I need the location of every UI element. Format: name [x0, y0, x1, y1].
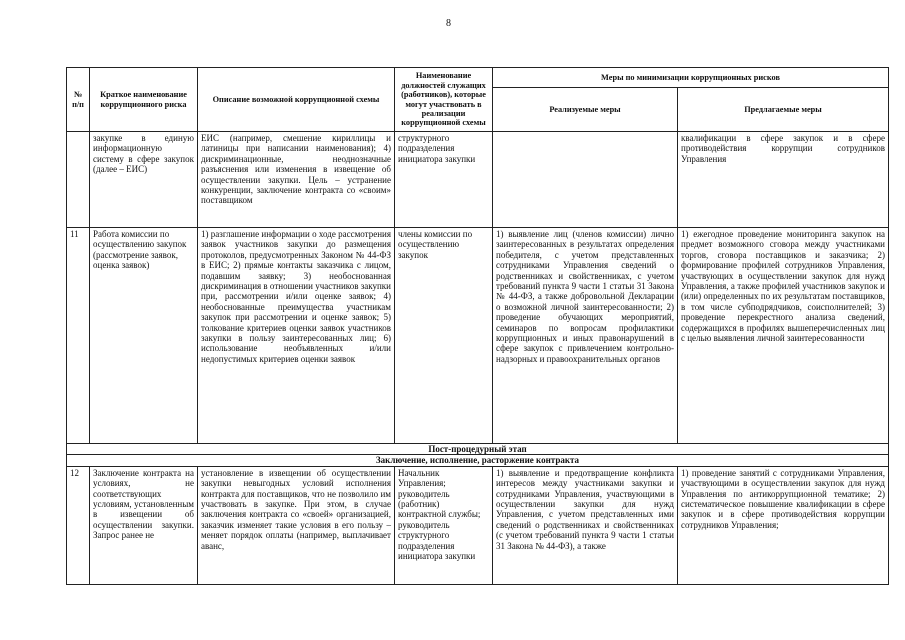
- cell-num: [67, 132, 90, 228]
- header-short-name: Краткое наименование коррупционного риска: [90, 68, 198, 132]
- cell-scheme: ЕИС (например, смешение кириллицы и латиницы при написании наименования); 4) дискриминационные, неоднозначные разъяснения или изменения в извещение об осуществлении закупки. Цель – устранение конкуренции, заключение контракта со «своим» поставщиком: [198, 132, 395, 228]
- cell-num: 12: [67, 466, 90, 584]
- cell-scheme: установление в извещении об осуществлении закупки невыгодных условий исполнения контракта для поставщиков, что не позволило им участвовать в закупке. При этом, в случае заключения контракта со «своей» организацией, заказчик изменяет такие условия в его пользу – меняет порядок оплаты (например, выплачивает аванс,: [198, 466, 395, 584]
- corruption-risk-table: [66, 67, 889, 585]
- stage-subtitle: Заключение, исполнение, расторжение контракта: [67, 455, 889, 466]
- header-num: № п/п: [67, 68, 90, 132]
- cell-implemented: 1) выявление лиц (членов комиссии) лично заинтересованных в результатах определения победителя, с учетом представленных сотрудниками Управления сведений о родственниках и свойственниках, с учетом требований пункта 9 части 1 статьи 31 Закона № 44-ФЗ, а также добровольной Декларации о возможной личной заинтересованности; 2) проведение обучающих мероприятий, семинаров по вопросам профилактики коррупционных и иных правонарушений в сфере закупок с привлечением контрольно-надзорных и правоохранительных органов: [493, 228, 678, 444]
- cell-proposed: 1) проведение занятий с сотрудниками Управления, участвующими в осуществлении закупок для нужд Управления по антикоррупционной тематике; 2) систематическое повышение квалификации в сфере закупок и в сфере противодействия коррупции сотрудников Управления;: [678, 466, 889, 584]
- cell-positions: члены комиссии по осуществлению закупок: [395, 228, 493, 444]
- cell-implemented: [493, 132, 678, 228]
- table-row: [67, 466, 889, 584]
- table-row: [67, 132, 889, 228]
- cell-short-name: Работа комиссии по осуществлению закупок (рассмотрение заявок, оценка заявок): [90, 228, 198, 444]
- header-positions: Наименование должностей служащих (работников), которые могут участвовать в реализации коррупционной схемы: [395, 68, 493, 132]
- stage-row: [67, 455, 889, 466]
- cell-positions: Начальник Управления; руководитель (работник) контрактной службы; руководитель структурного подразделения инициатора закупки: [395, 466, 493, 584]
- header-scheme: Описание возможной коррупционной схемы: [198, 68, 395, 132]
- cell-proposed: квалификации в сфере закупок и в сфере противодействия коррупции сотрудников Управления: [678, 132, 889, 228]
- header-implemented: Реализуемые меры: [493, 88, 678, 132]
- cell-num: 11: [67, 228, 90, 444]
- page-number: 8: [446, 18, 451, 29]
- header-measures-group: Меры по минимизации коррупционных рисков: [493, 68, 889, 88]
- cell-short-name: Заключение контракта на условиях, не соответствующих условиям, установленным в извещении об осуществлении закупки. Запрос ранее не: [90, 466, 198, 584]
- cell-proposed: 1) ежегодное проведение мониторинга закупок на предмет возможного сговора между участниками торгов, сговора поставщиков и заказчика; 2) формирование профилей сотрудников Управления, участвующих в осуществлении закупок для нужд Управления, а также профилей участников закупок и (или) определенных по их результатам поставщиков, в том числе субподрядчиков, соисполнителей; 3) проведение перекрестного анализа сведений, содержащихся в профилях вышеперечисленных лиц с целью выявления личной заинтересованности: [678, 228, 889, 444]
- cell-scheme: 1) разглашение информации о ходе рассмотрения заявок участников закупки до размещения протоколов, предусмотренных Законом № 44-ФЗ в ЕИС; 2) прямые контакты заказчика с лицом, подавшим заявку; 3) необоснованная дискриминация в отношении участников закупки при, рассмотрении и/или оценке заявок; 4) необоснованные преимущества участникам закупок при рассмотрении и оценке заявок; 5) толкование критериев оценки заявок участников закупки в пользу заинтересованных лиц; 6) использование необъявленных и/или недопустимых критериев оценки заявок: [198, 228, 395, 444]
- stage-title: Пост-процедурный этап: [67, 444, 889, 455]
- cell-short-name: закупке в единую информационную систему в сфере закупок (далее – ЕИС): [90, 132, 198, 228]
- table-row: [67, 228, 889, 444]
- cell-positions: структурного подразделения инициатора закупки: [395, 132, 493, 228]
- header-proposed: Предлагаемые меры: [678, 88, 889, 132]
- cell-implemented: 1) выявление и предотвращение конфликта интересов между участниками закупки и сотрудниками Управления, участвующими в осуществлении закупки для нужд Управления, с учетом представленных ими сведений о родственниках и свойственниках (с учетом требований пункта 9 части 1 статьи 31 Закона № 44-ФЗ), а также: [493, 466, 678, 584]
- stage-row: [67, 444, 889, 455]
